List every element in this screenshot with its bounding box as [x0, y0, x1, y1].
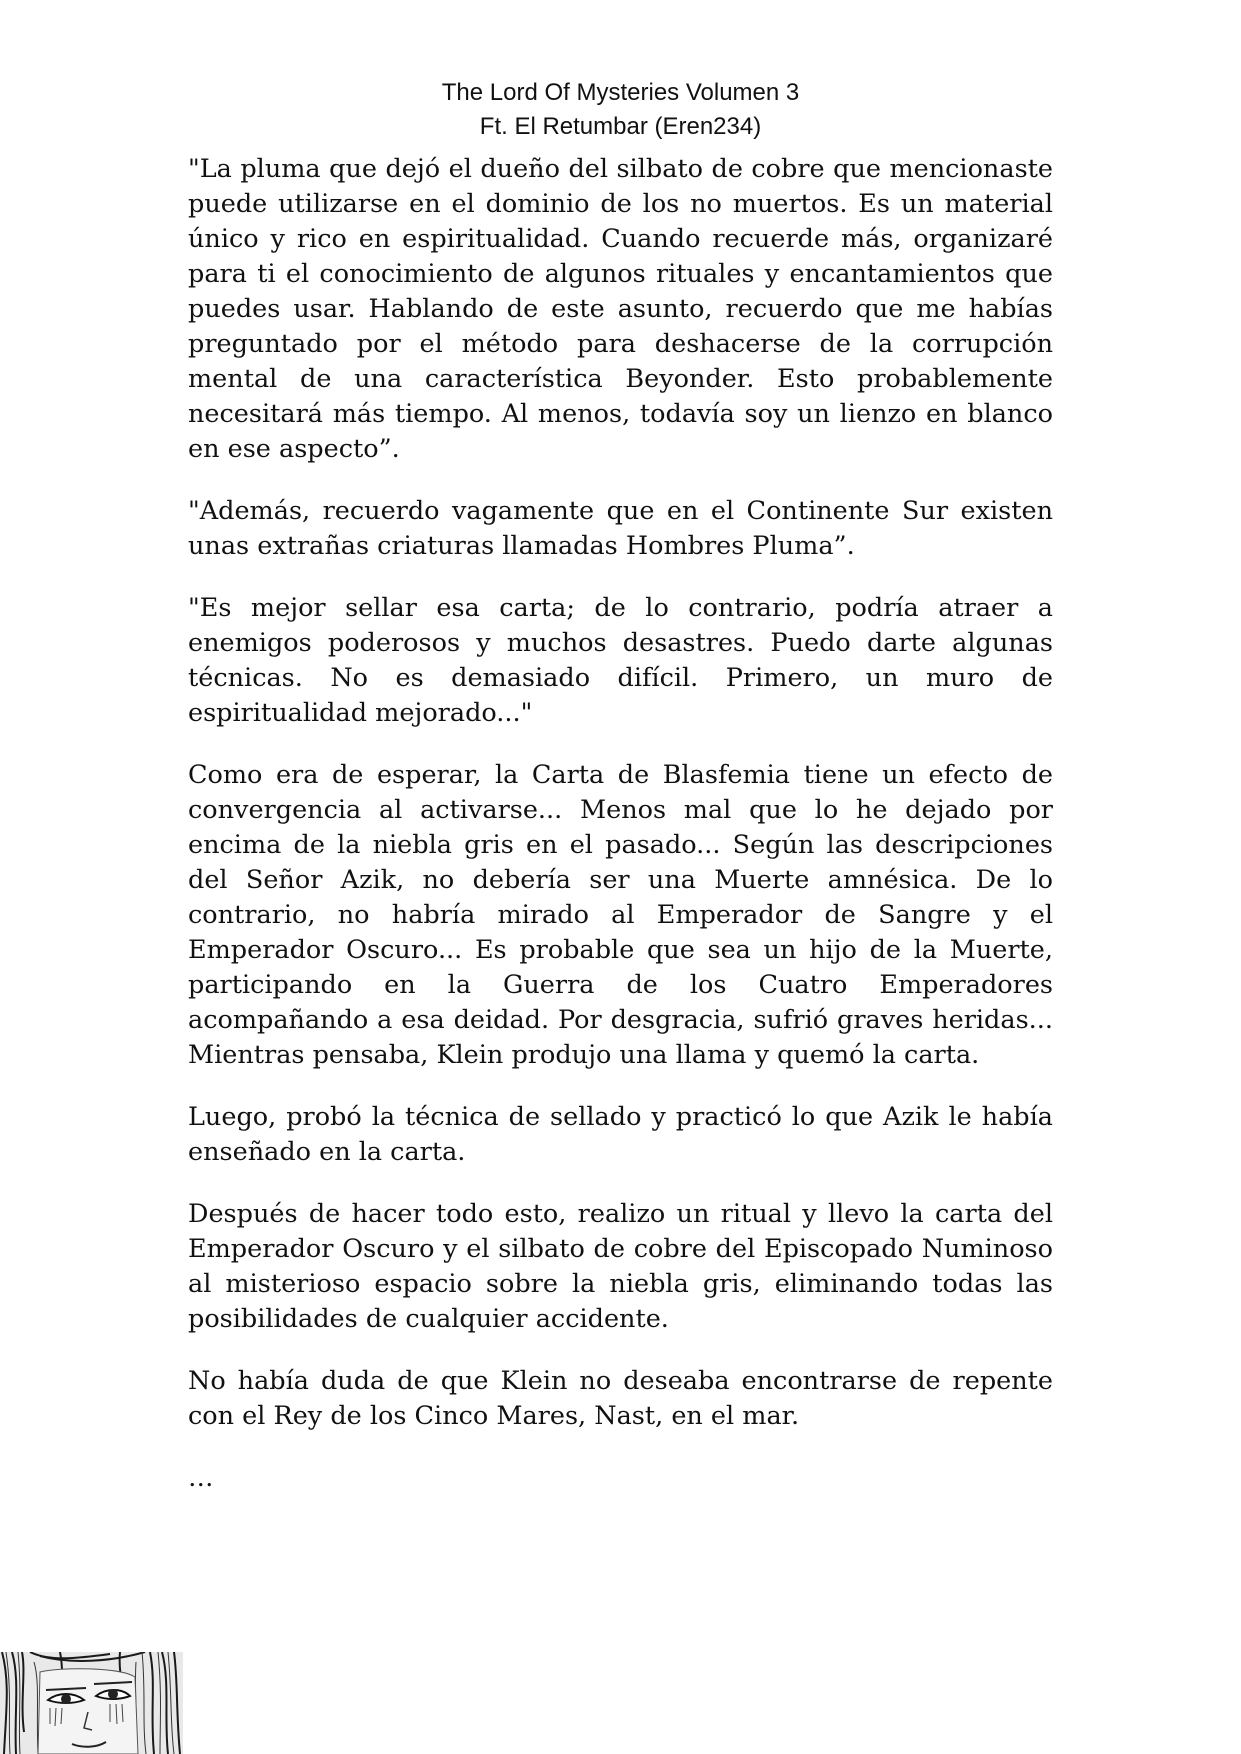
ellipsis-paragraph: … [188, 1463, 214, 1493]
paragraph: Como era de esperar, la Carta de Blasfemia tiene un efecto de convergencia al activarse... Menos mal que lo he dejado por encima de la niebla gris en el pasado... Según las descripciones del Señor Azik, no debería ser una Muerte amnésica. De lo contrario, no habría mirado al Emperador de Sangre y el Emperador Oscuro... Es probable que sea un hijo de la Muerte, participando en la Guerra de los Cuatro Emperadores acompañando a esa deidad. Por desgracia, sufrió graves heridas... Mientras pensaba, Klein produjo una llama y quemó la carta. [188, 760, 1053, 1070]
paragraph: Después de hacer todo esto, realizo un ritual y llevo la carta del Emperador Oscuro y el silbato de cobre del Episcopado Numinoso al misterioso espacio sobre la niebla gris, eliminando todas las posibilidades de cualquier accidente. [188, 1199, 1053, 1334]
paragraph: No había duda de que Klein no deseaba encontrarse de repente con el Rey de los Cinco Mares, Nast, en el mar. [188, 1366, 1053, 1431]
paragraph: "La pluma que dejó el dueño del silbato de cobre que mencionaste puede utilizarse en el dominio de los no muertos. Es un material único y rico en espiritualidad. Cuando recuerde más, organizaré para ti el conocimiento de algunos rituales y encantamientos que puedes usar. Hablando de este asunto, recuerdo que me habías preguntado por el método para deshacerse de la corrupción mental de una característica Beyonder. Esto probablemente necesitará más tiempo. Al menos, todavía soy un lienzo en blanco en ese aspecto”. [188, 154, 1053, 464]
header-title: The Lord Of Mysteries Volumen 3 [441, 79, 800, 106]
paragraph: "Es mejor sellar esa carta; de lo contrario, podría atraer a enemigos poderosos y muchos desastres. Puedo darte algunas técnicas. No es demasiado difícil. Primero, un muro de espiritualidad mejorado..." [188, 593, 1053, 728]
header-subtitle: Ft. El Retumbar (Eren234) [479, 113, 762, 140]
page-header [0, 76, 1241, 144]
portrait-illustration [0, 1652, 183, 1754]
paragraph: Luego, probó la técnica de sellado y practicó lo que Azik le había enseñado en la carta. [188, 1102, 1053, 1167]
body-text [188, 152, 1053, 1523]
paragraph: "Además, recuerdo vagamente que en el Continente Sur existen unas extrañas criaturas llamadas Hombres Pluma”. [188, 496, 1053, 561]
